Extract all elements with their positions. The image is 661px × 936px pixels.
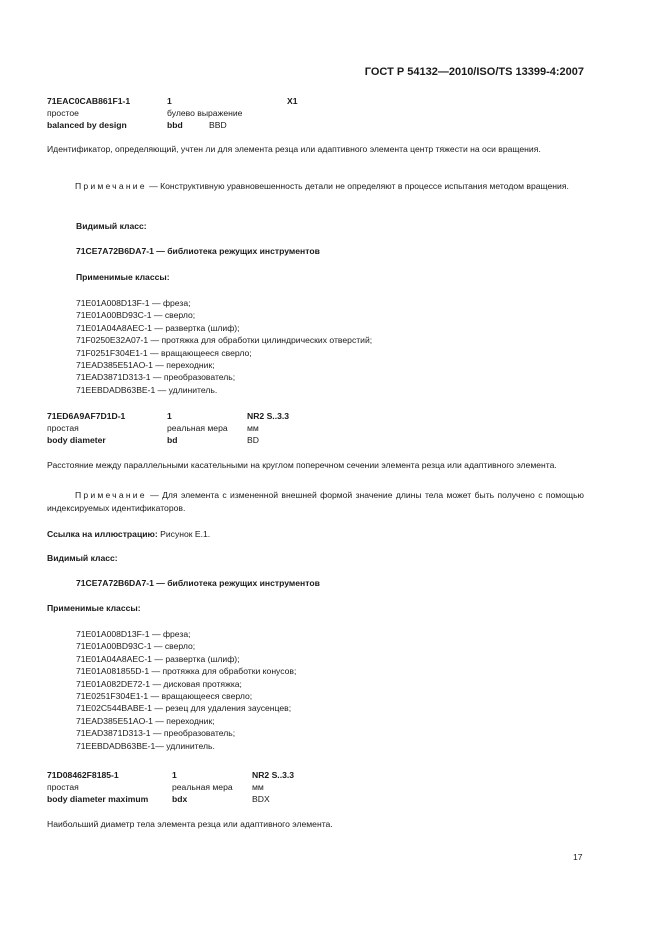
entry2-name: body diameter: [47, 435, 106, 445]
list-item: 71E01A008D13F-1 — фреза;: [76, 629, 191, 639]
entry3-id: 71D08462F8185-1: [47, 770, 119, 780]
entry3-unit: NR2 S..3.3: [252, 770, 295, 780]
entry2-figure-ref-label: Ссылка на иллюстрацию:: [47, 529, 158, 539]
list-item: 71E01A00BD93C-1 — сверло;: [76, 641, 196, 652]
entry2-figure-ref: [47, 529, 210, 539]
list-item: 71EEBDADB63BE-1 — удлинитель.: [76, 384, 218, 395]
list-item: 71EAD385E51AO-1 — переходник;: [76, 360, 215, 371]
entry3-type: простая: [47, 782, 79, 792]
document-header: ГОСТ Р 54132—2010/ISO/TS 13399-4:2007: [364, 66, 584, 78]
entry1-applicable-list: [76, 297, 372, 396]
entry1-id: 71EAC0CAB861F1-1: [47, 96, 131, 106]
list-item: 71E01A082DE72-1 — дисковая протяжка;: [76, 678, 242, 689]
list-item: 71E0251F304E1-1 — вращающееся сверло;: [76, 691, 253, 702]
entry1-note: [47, 180, 584, 193]
entry1-version: 1: [167, 96, 172, 106]
entry3-symbol: bdx: [172, 794, 188, 804]
entry2-visible-class-label: Видимый класс:: [47, 553, 118, 563]
entry2-id: 71ED6A9AF7D1D-1: [47, 411, 126, 421]
entry1-note-text: — Конструктивную уравновешенность детали не определяют в процессе испытания методом вращения.: [149, 181, 569, 191]
list-item: 71E01A081855D-1 — протяжка для обработки конусов;: [76, 666, 297, 677]
entry1-symbol: bbd: [167, 120, 183, 130]
list-item: 71EAD3871D313-1 — преобразователь;: [76, 372, 236, 383]
list-item: 71E01A04A8AEC-1 — развертка (шлиф);: [76, 322, 240, 333]
entry1-visible-class: 71CE7A72B6DA7-1 — библиотека режущих инструментов: [76, 246, 320, 256]
entry2-value-type: реальная мера: [167, 423, 228, 433]
entry1-applicable-label: Применимые классы:: [76, 272, 170, 282]
entry1-type: простое: [47, 108, 79, 118]
list-item: 71EAD385E51AO-1 — переходник;: [76, 715, 215, 726]
entry2-code: BD: [247, 435, 259, 445]
entry2-symbol: bd: [167, 435, 178, 445]
entry2-unit: NR2 S..3.3: [247, 411, 290, 421]
entry3-name: body diameter maximum: [47, 794, 149, 804]
list-item: 71EEBDADB63BE-1— удлинитель.: [76, 740, 215, 751]
entry3-definition: Наибольший диаметр тела элемента резца или адаптивного элемента.: [47, 819, 333, 829]
list-item: 71F0250E32A07-1 — протяжка для обработки цилиндрических отверстий;: [76, 335, 373, 346]
entry2-unit-name: мм: [247, 423, 259, 433]
entry1-definition: Идентификатор, определяющий, учтен ли для элемента резца или адаптивного элемента центр тяжести на оси вращения.: [47, 144, 541, 154]
entry3-version: 1: [172, 770, 177, 780]
entry3-value-type: реальная мера: [172, 782, 233, 792]
entry2-version: 1: [167, 411, 172, 421]
entry1-value-type: булево выражение: [167, 108, 243, 118]
entry2-definition: Расстояние между параллельными касательными на круглом поперечном сечении элемента резца или адаптивного элемента.: [47, 460, 557, 470]
list-item: 71F0251F304E1-1 — вращающееся сверло;: [76, 347, 252, 358]
entry1-note-label: Примечание: [75, 181, 147, 191]
entry1-code: BBD: [209, 120, 227, 130]
entry1-unit: X1: [287, 96, 298, 106]
list-item: 71EAD3871D313-1 — преобразователь;: [76, 728, 236, 739]
page-number: 17: [573, 852, 583, 862]
list-item: 71E02C544BABE-1 — резец для удаления заусенцев;: [76, 703, 292, 714]
entry1-name: balanced by design: [47, 120, 127, 130]
list-item: 71E01A04A8AEC-1 — развертка (шлиф);: [76, 653, 240, 664]
entry2-type: простая: [47, 423, 79, 433]
entry2-figure-ref-value: Рисунок Е.1.: [160, 529, 211, 539]
entry2-applicable-label: Применимые классы:: [47, 603, 141, 613]
list-item: 71E01A008D13F-1 — фреза;: [76, 298, 191, 308]
entry3-code: BDX: [252, 794, 270, 804]
entry2-note: [47, 489, 584, 515]
list-item: 71E01A00BD93C-1 — сверло;: [76, 310, 196, 321]
entry2-note-label: Примечание: [75, 490, 147, 500]
entry2-note-text: — Для элемента с измененной внешней формой значение длины тела может быть получено с помощью индексируемых идентификаторов.: [47, 490, 584, 513]
entry2-visible-class: 71CE7A72B6DA7-1 — библиотека режущих инструментов: [76, 578, 320, 588]
entry2-applicable-list: [76, 628, 296, 752]
entry1-visible-class-label: Видимый класс:: [76, 221, 147, 231]
entry3-unit-name: мм: [252, 782, 264, 792]
